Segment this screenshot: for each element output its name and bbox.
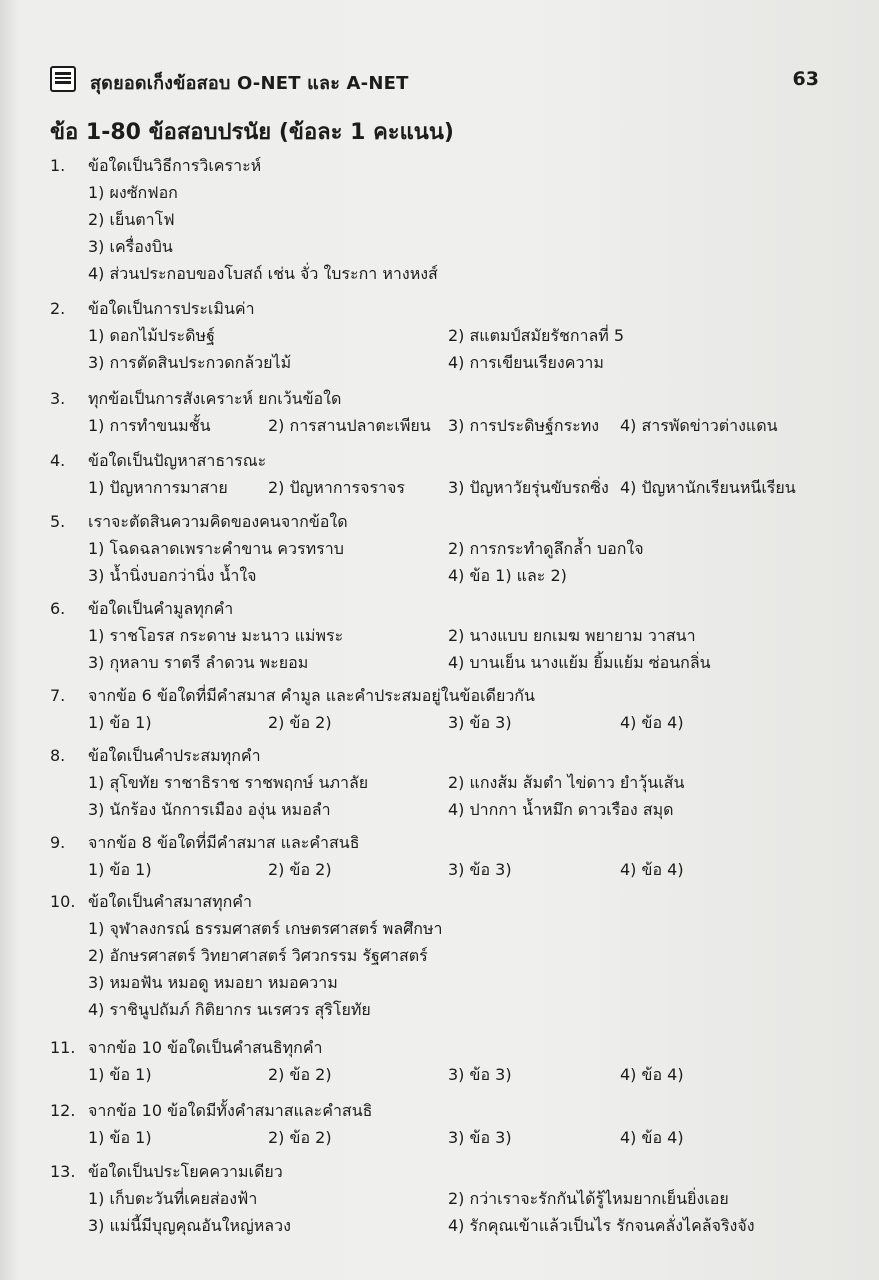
question-number: 1. [50,156,66,175]
question-7 [50,682,830,740]
question-13 [50,1158,830,1243]
question-8 [50,742,830,827]
question-number: 7. [50,686,66,705]
option-2: 2) สแตมป์สมัยรัชกาลที่ 5 [448,326,625,345]
option-4: 4) ข้อ 4) [620,1128,684,1147]
section-title: ข้อ 1-80 ข้อสอบปรนัย (ข้อละ 1 คะแนน) [50,120,454,145]
option-3: 3) ข้อ 3) [448,1128,512,1147]
option-3: 3) หมอฟัน หมอดู หมอยา หมอความ [88,973,338,992]
option-1: 1) ข้อ 1) [88,1065,152,1084]
question-5 [50,508,830,593]
option-3: 3) การตัดสินประกวดกล้วยไม้ [88,353,292,372]
option-3: 3) ข้อ 3) [448,713,512,732]
question-11 [50,1034,830,1092]
option-2: 2) ข้อ 2) [268,1128,332,1147]
running-header-title: สุดยอดเก็งข้อสอบ O-NET และ A-NET [90,73,409,94]
option-2: 2) นางแบบ ยกเมฆ พยายาม วาสนา [448,626,696,645]
question-number: 2. [50,299,66,318]
question-number: 4. [50,451,66,470]
question-stem: ข้อใดเป็นการประเมินค่า [88,299,255,318]
option-2: 2) กว่าเราจะรักกันได้รู้ไหมยากเย็นยิ่งเอย [448,1189,729,1208]
option-3: 3) กุหลาบ ราตรี ลำดวน พะยอม [88,653,309,672]
option-1: 1) ราชโอรส กระดาษ มะนาว แม่พระ [88,626,344,645]
page-number: 63 [792,68,819,90]
question-number: 12. [50,1101,76,1120]
question-number: 11. [50,1038,76,1057]
option-4: 4) ข้อ 4) [620,1065,684,1084]
question-number: 9. [50,833,66,852]
option-3: 3) เครื่องบิน [88,237,173,256]
book-icon [50,66,76,92]
option-2: 2) ข้อ 2) [268,1065,332,1084]
question-stem: ข้อใดเป็นประโยคความเดียว [88,1162,283,1181]
question-number: 6. [50,599,66,618]
question-stem: จากข้อ 10 ข้อใดมีทั้งคำสมาสและคำสนธิ [88,1101,373,1120]
option-4: 4) ส่วนประกอบของโบสถ์ เช่น จั่ว ใบระกา หางหงส์ [88,264,438,283]
option-4: 4) ข้อ 4) [620,860,684,879]
question-stem: จากข้อ 10 ข้อใดเป็นคำสนธิทุกคำ [88,1038,323,1057]
question-stem: ทุกข้อเป็นการสังเคราะห์ ยกเว้นข้อใด [88,389,342,408]
question-3 [50,385,830,443]
option-3: 3) ข้อ 3) [448,860,512,879]
option-3: 3) ข้อ 3) [448,1065,512,1084]
option-1: 1) ข้อ 1) [88,713,152,732]
option-1: 1) ดอกไม้ประดิษฐ์ [88,326,215,345]
question-1 [50,152,830,292]
question-number: 8. [50,746,66,765]
question-stem: ข้อใดเป็นวิธีการวิเคราะห์ [88,156,262,175]
option-3: 3) นักร้อง นักการเมือง องุ่น หมอลำ [88,800,331,819]
option-2: 2) การกระทำดูลึกล้ำ บอกใจ [448,539,644,558]
question-number: 3. [50,389,66,408]
option-4: 4) บานเย็น นางแย้ม ยิ้มแย้ม ซ่อนกลิ่น [448,653,711,672]
option-4: 4) ปากกา น้ำหมึก ดาวเรือง สมุด [448,800,674,819]
question-stem: ข้อใดเป็นคำมูลทุกคำ [88,599,234,618]
question-4 [50,447,830,505]
option-4: 4) ข้อ 1) และ 2) [448,566,567,585]
option-4: 4) ปัญหานักเรียนหนีเรียน [620,478,796,497]
option-4: 4) รักคุณเข้าแล้วเป็นไร รักจนคลั่งไคล้จริงจัง [448,1216,755,1235]
question-2 [50,295,830,380]
option-3: 3) ปัญหาวัยรุ่นขับรถซิ่ง [448,478,609,497]
option-1: 1) ผงซักฟอก [88,183,178,202]
question-6 [50,595,830,680]
option-1: 1) จุฬาลงกรณ์ ธรรมศาสตร์ เกษตรศาสตร์ พลศึกษา [88,919,443,938]
option-2: 2) ปัญหาการจราจร [268,478,406,497]
option-2: 2) การสานปลาตะเพียน [268,416,431,435]
question-stem: จากข้อ 8 ข้อใดที่มีคำสมาส และคำสนธิ [88,833,360,852]
option-1: 1) โฉดฉลาดเพราะคำขาน ควรทราบ [88,539,344,558]
option-4: 4) สารพัดข่าวต่างแดน [620,416,778,435]
option-4: 4) ราชินูปถัมภ์ กิติยากร นเรศวร สุริโยทัย [88,1000,371,1019]
option-1: 1) สุโขทัย ราชาธิราช ราชพฤกษ์ นภาลัย [88,773,369,792]
option-1: 1) เก็บตะวันที่เคยส่องฟ้า [88,1189,258,1208]
option-1: 1) ข้อ 1) [88,860,152,879]
question-number: 10. [50,892,76,911]
question-stem: ข้อใดเป็นคำสมาสทุกคำ [88,892,252,911]
question-stem: ข้อใดเป็นคำประสมทุกคำ [88,746,261,765]
option-2: 2) อักษรศาสตร์ วิทยาศาสตร์ วิศวกรรม รัฐศาสตร์ [88,946,428,965]
option-1: 1) ปัญหาการมาสาย [88,478,228,497]
option-3: 3) การประดิษฐ์กระทง [448,416,600,435]
option-4: 4) การเขียนเรียงความ [448,353,604,372]
option-4: 4) ข้อ 4) [620,713,684,732]
option-2: 2) แกงส้ม ส้มตำ ไข่ดาว ยำวุ้นเส้น [448,773,685,792]
option-2: 2) ข้อ 2) [268,713,332,732]
option-1: 1) ข้อ 1) [88,1128,152,1147]
option-3: 3) แม่นี้มีบุญคุณอันใหญ่หลวง [88,1216,291,1235]
question-number: 13. [50,1162,76,1181]
option-3: 3) น้ำนิ่งบอกว่านิ่ง น้ำใจ [88,566,257,585]
question-stem: เราจะตัดสินความคิดของคนจากข้อใด [88,512,348,531]
question-9 [50,829,830,887]
question-number: 5. [50,512,66,531]
option-2: 2) เย็นตาโฟ [88,210,175,229]
question-stem: ข้อใดเป็นปัญหาสาธารณะ [88,451,267,470]
question-12 [50,1097,830,1155]
question-10 [50,888,830,1028]
question-stem: จากข้อ 6 ข้อใดที่มีคำสมาส คำมูล และคำประสมอยู่ในข้อเดียวกัน [88,686,535,705]
option-1: 1) การทำขนมชั้น [88,416,211,435]
option-2: 2) ข้อ 2) [268,860,332,879]
